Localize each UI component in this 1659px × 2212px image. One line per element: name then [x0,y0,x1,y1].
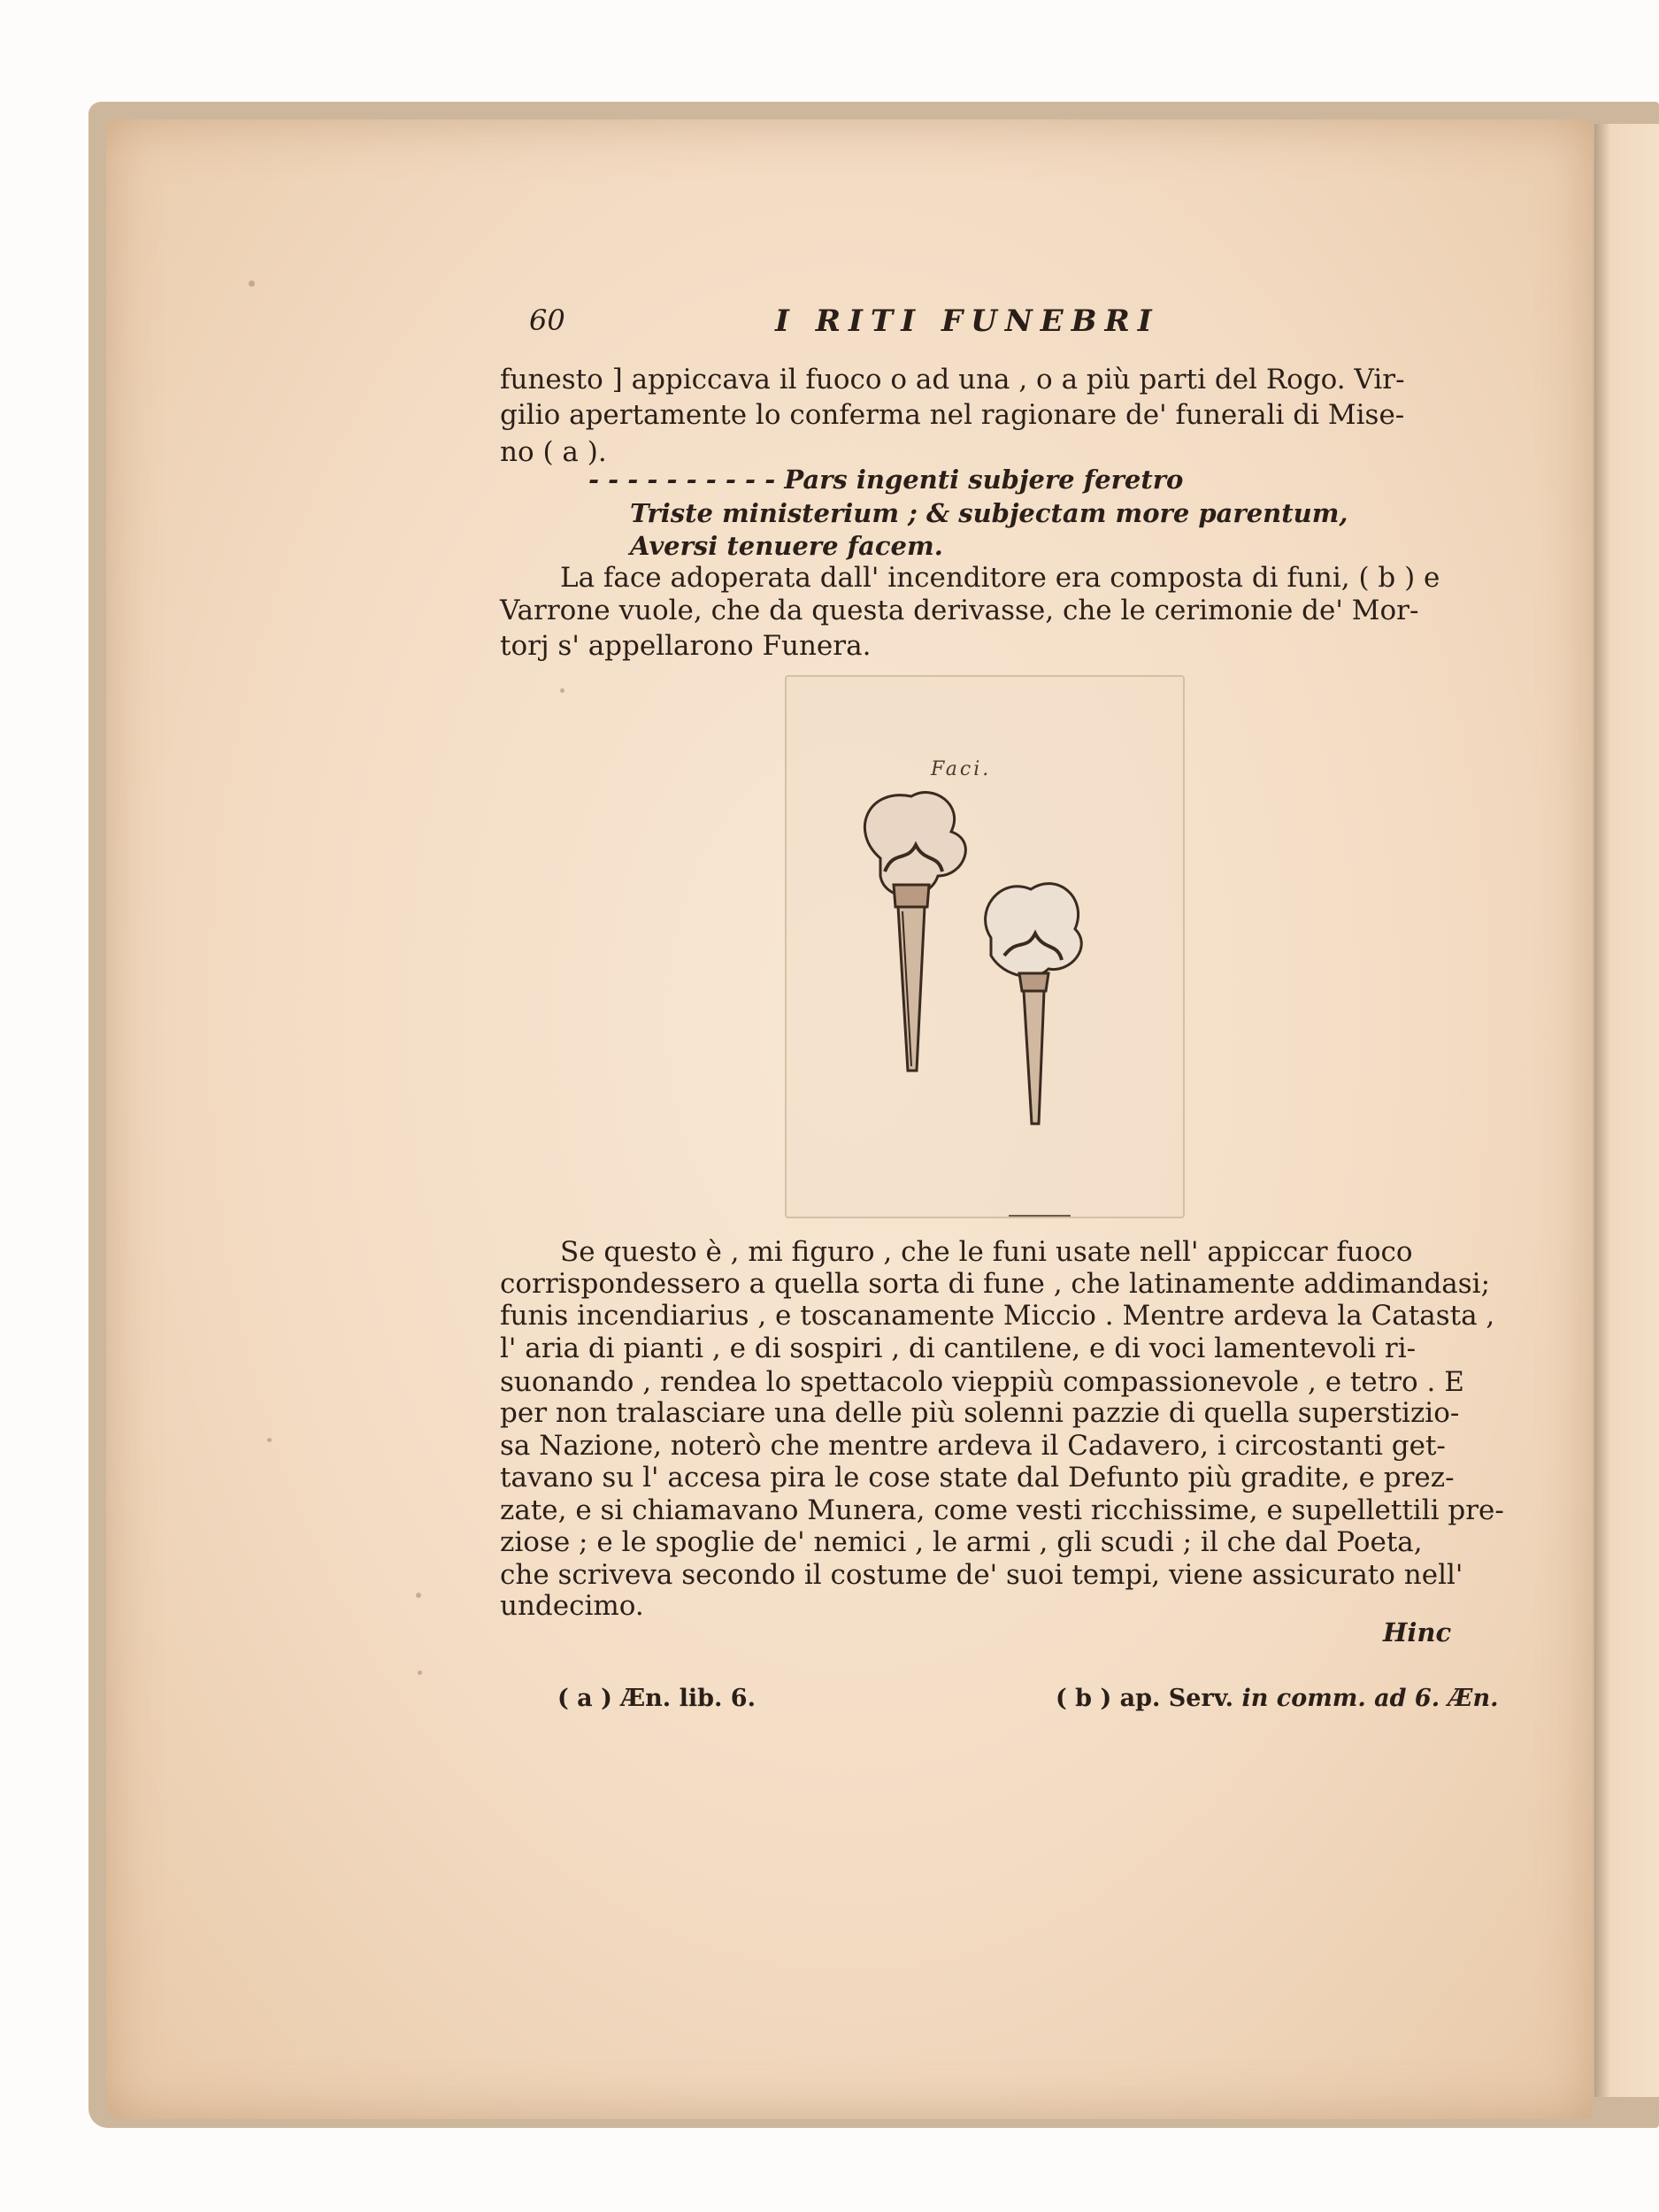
text-line: Se questo è , mi figuro , che le funi usate nell' appiccar fuoco [560,1236,1413,1268]
text-line: no ( a ). [500,436,607,468]
foxing-spot [416,1593,421,1598]
text-line: undecimo. [500,1590,644,1622]
running-title: I RITI FUNEBRI [775,303,1160,339]
plate-caption: Faci. [931,758,992,780]
verse-line: Aversi tenuere facem. [630,531,943,561]
text-line: sa Nazione, noterò che mentre ardeva il Cadavero, i circostanti get- [500,1430,1446,1462]
text-line: che scriveva secondo il costume de' suoi tempi, viene assicurato nell' [500,1559,1463,1591]
torch-left-icon [864,793,965,1071]
foxing-spot [249,280,255,287]
foxing-spot [418,1671,422,1675]
verse-line: - - - - - - - - - - Pars ingenti subjere feretro [588,465,1184,495]
text-line: funesto ] appiccava il fuoco o ad una , o a più parti del Rogo. Vir- [500,364,1405,396]
footnote-a: ( a ) Æn. lib. 6. [557,1685,756,1712]
torches-illustration [832,779,1133,1168]
footnote-b [1056,1685,1498,1712]
facing-page-edge [1594,124,1659,2097]
text-line: ziose ; e le spoglie de' nemici , le armi , gli scudi ; il che dal Poeta, [500,1526,1423,1558]
text-line: suonando , rendea lo spettacolo vieppiù compassionevole , e tetro . E [500,1366,1464,1398]
text-line: La face adoperata dall' incenditore era composta di funi, ( b ) e [560,562,1440,594]
text-line: torj s' appellarono Funera. [500,630,872,662]
footnote-b-prefix: ( b ) ap. Serv. [1056,1685,1234,1712]
foxing-spot [267,1438,272,1442]
text-line: gilio apertamente lo conferma nel ragionare de' funerali di Mise- [500,399,1405,431]
text-line: Varrone vuole, che da questa derivasse, che le cerimonie de' Mor- [500,595,1419,626]
page-header [529,303,1202,348]
text-line: funis incendiarius , e toscanamente Miccio . Mentre ardeva la Catasta , [500,1300,1495,1332]
catchword: Hinc [1383,1617,1452,1647]
text-line: zate, e si chiamavano Munera, come vesti ricchissime, e supellettili pre- [500,1494,1504,1526]
text-line: tavano su l' accesa pira le cose state dal Defunto più gradite, e prez- [500,1462,1455,1494]
text-line: l' aria di pianti , e di sospiri , di cantilene, e di voci lamentevoli ri- [500,1333,1417,1364]
verse-line: Triste ministerium ; & subjectam more parentum, [630,498,1348,528]
text-line: per non tralasciare una delle più solenni pazzie di quella superstizio- [500,1397,1460,1429]
footnote-b-reference: in comm. ad 6. Æn. [1241,1685,1499,1712]
text-line: corrispondessero a quella sorta di fune , che latinamente addimandasi; [500,1268,1491,1300]
page-number: 60 [529,303,565,337]
torch-right-icon [986,884,1082,1124]
divider [1009,1215,1071,1217]
foxing-spot [560,688,565,693]
